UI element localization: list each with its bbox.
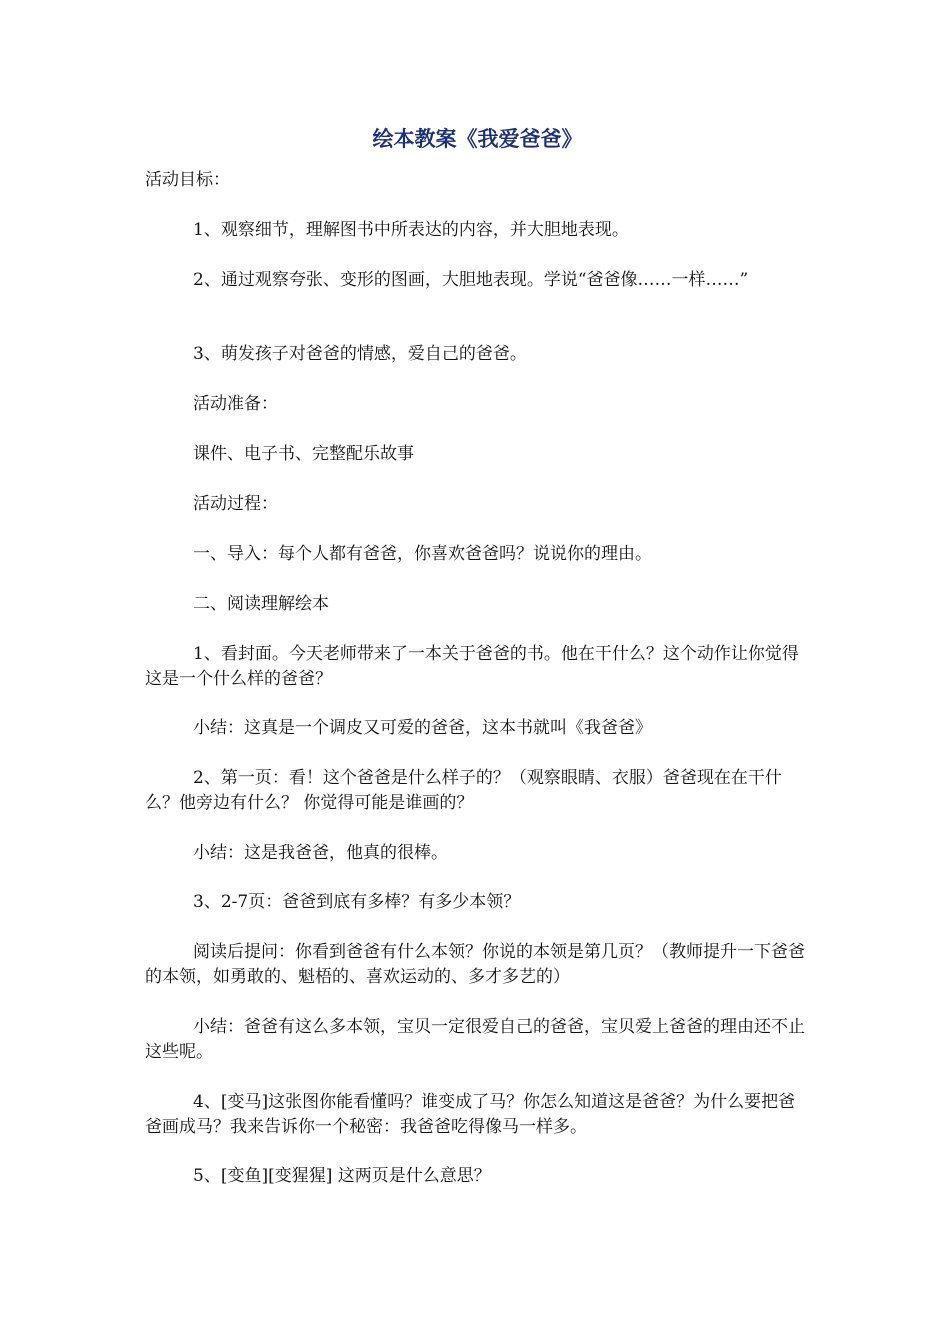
- reading-item-fish-gorilla: 5、[变鱼][变猩猩] 这两页是什么意思？: [193, 1166, 491, 1186]
- process-step-reading: 二、阅读理解绘本: [193, 594, 329, 614]
- section-heading-process: 活动过程：: [193, 494, 278, 514]
- goal-item-1: 1、观察细节，理解图书中所表达的内容，并大胆地表现。: [193, 220, 629, 240]
- section-heading-preparation: 活动准备：: [193, 394, 278, 414]
- goal-item-2: 2、通过观察夸张、变形的图画，大胆地表现。学说“爸爸像……一样……”: [193, 270, 749, 290]
- reading-item-pages-2-7: 3、2-7页：爸爸到底有多棒？有多少本领？: [193, 892, 521, 912]
- document-page: [145, 0, 810, 1344]
- document-title: 绘本教案《我爱爸爸》: [372, 127, 583, 151]
- process-step-intro: 一、导入：每个人都有爸爸，你喜欢爸爸吗？说说你的理由。: [193, 544, 652, 564]
- preparation-materials: 课件、电子书、完整配乐故事: [193, 444, 414, 464]
- summary-page-1: 小结：这是我爸爸，他真的很棒。: [193, 843, 448, 863]
- goal-item-3: 3、萌发孩子对爸爸的情感，爱自己的爸爸。: [193, 344, 527, 364]
- reading-item-cover: 1、看封面。今天老师带来了一本关于爸爸的书。他在干什么？这个动作让你觉得这是一个什么样的爸爸？: [145, 644, 799, 689]
- question-after-reading: 阅读后提问：你看到爸爸有什么本领？你说的本领是第几页？（教师提升一下爸爸的本领，如勇敢的、魁梧的、喜欢运动的、多才多艺的）: [145, 942, 805, 987]
- summary-cover: 小结：这真是一个调皮又可爱的爸爸，这本书就叫《我爸爸》: [193, 718, 652, 738]
- section-heading-goals: 活动目标：: [145, 170, 230, 190]
- reading-item-horse: 4、[变马]这张图你能看懂吗？谁变成了马？你怎么知道这是爸爸？为什么要把爸爸画成马？我来告诉你一个秘密：我爸爸吃得像马一样多。: [145, 1092, 796, 1137]
- reading-item-page-1: 2、第一页：看！这个爸爸是什么样子的？（观察眼睛、衣服）爸爸现在在干什么？他旁边有什么？ 你觉得可能是谁画的？: [145, 768, 782, 813]
- summary-abilities: 小结：爸爸有这么多本领，宝贝一定很爱自己的爸爸，宝贝爱上爸爸的理由还不止这些呢。: [145, 1017, 805, 1062]
